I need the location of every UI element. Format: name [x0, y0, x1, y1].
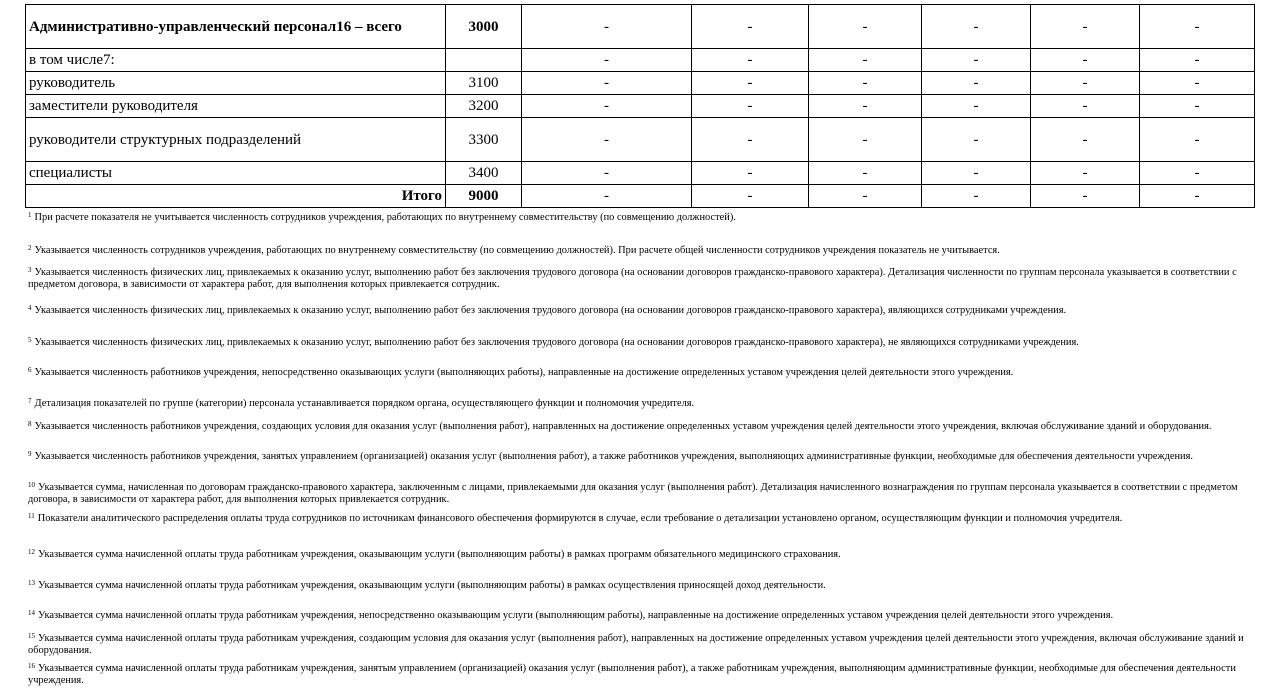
footnote-number: 15	[28, 632, 35, 640]
row-code: 3400	[446, 162, 522, 185]
row-code: 3000	[446, 5, 522, 49]
value-cell: -	[522, 162, 692, 185]
footnote-text: Указывается сумма начисленной оплаты труда работникам учреждения, создающим условия для оказания услуг (выполнения работ), направленных на достижение определенных уставом учреждения целей деятельности этого учреждения, включая обслуживание зданий и оборудования.	[28, 633, 1244, 656]
footnote-number: 6	[28, 366, 32, 374]
footnote-text: При расчете показателя не учитывается численность сотрудников учреждения, работающих по внутреннему совместительству (по совмещению должностей).	[34, 212, 736, 223]
value-cell: -	[1031, 72, 1140, 95]
value-cell: -	[692, 49, 809, 72]
total-label: Итого	[26, 185, 446, 208]
row-code: 3100	[446, 72, 522, 95]
footnote-text: Указывается сумма, начисленная по договорам гражданско-правового характера, заключенным с лицами, привлекаемыми для оказания услуг (выполнения работ). Детализация начисленного вознаграждения по группам персонала указывается в соответствии с предметом договора, в зависимости от характера работ, для выполнения которых привлекается сотрудник.	[28, 482, 1238, 505]
row-label: руководители структурных подразделений	[26, 118, 446, 162]
staff-table	[25, 4, 1255, 208]
footnote-number: 13	[28, 579, 35, 587]
value-cell: -	[1031, 49, 1140, 72]
footnote-text: Детализация показателей по группе (категории) персонала устанавливается порядком органа, осуществляющего функции и полномочия учредителя.	[34, 398, 695, 409]
value-cell: -	[1140, 5, 1255, 49]
footnote-text: Указывается сумма начисленной оплаты труда работникам учреждения, непосредственно оказывающим услуги (выполняющим работы), направленные на достижение определенных уставом учреждения целей деятельности этого учреждения.	[38, 610, 1114, 621]
row-label: Административно-управленческий персонал16 – всего	[26, 5, 446, 49]
footnote	[28, 367, 1254, 379]
value-cell: -	[522, 118, 692, 162]
footnote-text: Указывается сумма начисленной оплаты труда работникам учреждения, оказывающим услуги (выполняющим работы) в рамках программ обязательного медицинского страхования.	[38, 549, 841, 560]
footnote-number: 11	[28, 512, 35, 520]
value-cell: -	[522, 72, 692, 95]
row-label: заместители руководителя	[26, 95, 446, 118]
value-cell: -	[692, 118, 809, 162]
footnote-number: 4	[28, 304, 32, 312]
footnote-text: Показатели аналитического распределения оплаты труда сотрудников по источникам финансового обеспечения формируются в случае, если требование о детализации установлено органом, осуществляющим функции и полномочия учредителя.	[37, 513, 1123, 524]
value-cell: -	[1140, 162, 1255, 185]
footnote-text: Указывается численность физических лиц, привлекаемых к оказанию услуг, выполнению работ без заключения трудового договора (на основании договоров гражданско-правового характера). Детализация численности по группам персонала указывается в соответствии с предметом договора, в зависимости от характера работ, для выполнения которых привлекается сотрудник.	[28, 267, 1237, 290]
value-cell: -	[1031, 95, 1140, 118]
value-cell: -	[1140, 72, 1255, 95]
value-cell: -	[1140, 49, 1255, 72]
table-row	[26, 162, 1255, 185]
value-cell: -	[1031, 118, 1140, 162]
footnote	[28, 610, 1254, 622]
footnote-text: Указывается численность работников учреждения, занятых управлением (организацией) оказания услуг (выполнения работ), а также работников учреждения, выполняющих административные функции, необходимые для обеспечения деятельности учреждения.	[34, 451, 1193, 462]
footnote	[28, 212, 1254, 224]
footnote-text: Указывается численность физических лиц, привлекаемых к оказанию услуг, выполнению работ без заключения трудового договора (на основании договоров гражданско-правового характера), являющихся сотрудниками учреждения.	[34, 305, 1067, 316]
value-cell: -	[922, 118, 1031, 162]
value-cell: -	[809, 185, 922, 208]
total-row	[26, 185, 1255, 208]
footnote-number: 3	[28, 266, 32, 274]
footnote	[28, 513, 1254, 525]
table-row	[26, 72, 1255, 95]
value-cell: -	[809, 95, 922, 118]
value-cell: -	[809, 162, 922, 185]
footnote-text: Указывается численность сотрудников учреждения, работающих по внутреннему совместительству (по совмещению должностей). При расчете общей численности сотрудников учреждения показатель не учитывается.	[34, 245, 1000, 256]
footnote-number: 2	[28, 244, 32, 252]
value-cell: -	[522, 49, 692, 72]
footnote-number: 12	[28, 548, 35, 556]
footnote-text: Указывается численность работников учреждения, создающих условия для оказания услуг (выполнения работ), направленных на достижение определенных уставом учреждения целей деятельности этого учреждения, включая обслуживание зданий и оборудования.	[34, 421, 1212, 432]
value-cell: -	[692, 72, 809, 95]
footnote	[28, 305, 1254, 317]
value-cell: -	[692, 5, 809, 49]
value-cell: -	[1140, 118, 1255, 162]
footnote-number: 10	[28, 481, 35, 489]
value-cell: -	[1031, 185, 1140, 208]
row-label: в том числе7:	[26, 49, 446, 72]
value-cell: -	[922, 95, 1031, 118]
row-label: специалисты	[26, 162, 446, 185]
footnote	[28, 633, 1254, 656]
footnote	[28, 549, 1254, 561]
value-cell: -	[809, 5, 922, 49]
value-cell: -	[922, 185, 1031, 208]
value-cell: -	[922, 49, 1031, 72]
footnote-number: 8	[28, 420, 32, 428]
footnote-number: 5	[28, 336, 32, 344]
value-cell: -	[692, 185, 809, 208]
value-cell: -	[522, 95, 692, 118]
footnote	[28, 482, 1254, 505]
value-cell: -	[922, 5, 1031, 49]
value-cell: -	[522, 185, 692, 208]
footnote-number: 9	[28, 450, 32, 458]
value-cell: -	[922, 72, 1031, 95]
value-cell: -	[809, 72, 922, 95]
value-cell: -	[1031, 162, 1140, 185]
footnote	[28, 245, 1254, 257]
row-code: 3300	[446, 118, 522, 162]
value-cell: -	[692, 162, 809, 185]
footnote-text: Указывается сумма начисленной оплаты труда работникам учреждения, занятым управлением (организацией) оказания услуг (выполнения работ), а также работникам учреждения, выполняющим административные функции, необходимые для обеспечения деятельности учреждения.	[28, 663, 1236, 686]
footnote-text: Указывается численность работников учреждения, непосредственно оказывающих услуги (выполняющих работы), направленные на достижение определенных уставом учреждения целей деятельности этого учреждения.	[34, 367, 1014, 378]
footnote	[28, 663, 1254, 686]
footnote	[28, 580, 1254, 592]
value-cell: -	[922, 162, 1031, 185]
table-row	[26, 5, 1255, 49]
footnote	[28, 398, 1254, 410]
value-cell: -	[522, 5, 692, 49]
table-row	[26, 118, 1255, 162]
table-row	[26, 95, 1255, 118]
value-cell: -	[809, 118, 922, 162]
footnote-text: Указывается численность физических лиц, привлекаемых к оказанию услуг, выполнению работ без заключения трудового договора (на основании договоров гражданско-правового характера), не являющихся сотрудниками учреждения.	[34, 337, 1079, 348]
value-cell: -	[1140, 95, 1255, 118]
footnote	[28, 451, 1254, 463]
footnote-number: 7	[28, 397, 32, 405]
footnote-number: 14	[28, 609, 35, 617]
footnote	[28, 267, 1254, 290]
value-cell: -	[809, 49, 922, 72]
footnote	[28, 421, 1254, 433]
row-code: 3200	[446, 95, 522, 118]
value-cell: -	[692, 95, 809, 118]
footnote-number: 16	[28, 662, 35, 670]
value-cell: -	[1140, 185, 1255, 208]
total-code: 9000	[446, 185, 522, 208]
footnote-text: Указывается сумма начисленной оплаты труда работникам учреждения, оказывающим услуги (выполняющим работы) в рамках осуществления приносящей доход деятельности.	[38, 580, 826, 591]
table-row	[26, 49, 1255, 72]
row-code	[446, 49, 522, 72]
value-cell: -	[1031, 5, 1140, 49]
footnote	[28, 337, 1254, 349]
row-label: руководитель	[26, 72, 446, 95]
footnote-number: 1	[28, 211, 32, 219]
